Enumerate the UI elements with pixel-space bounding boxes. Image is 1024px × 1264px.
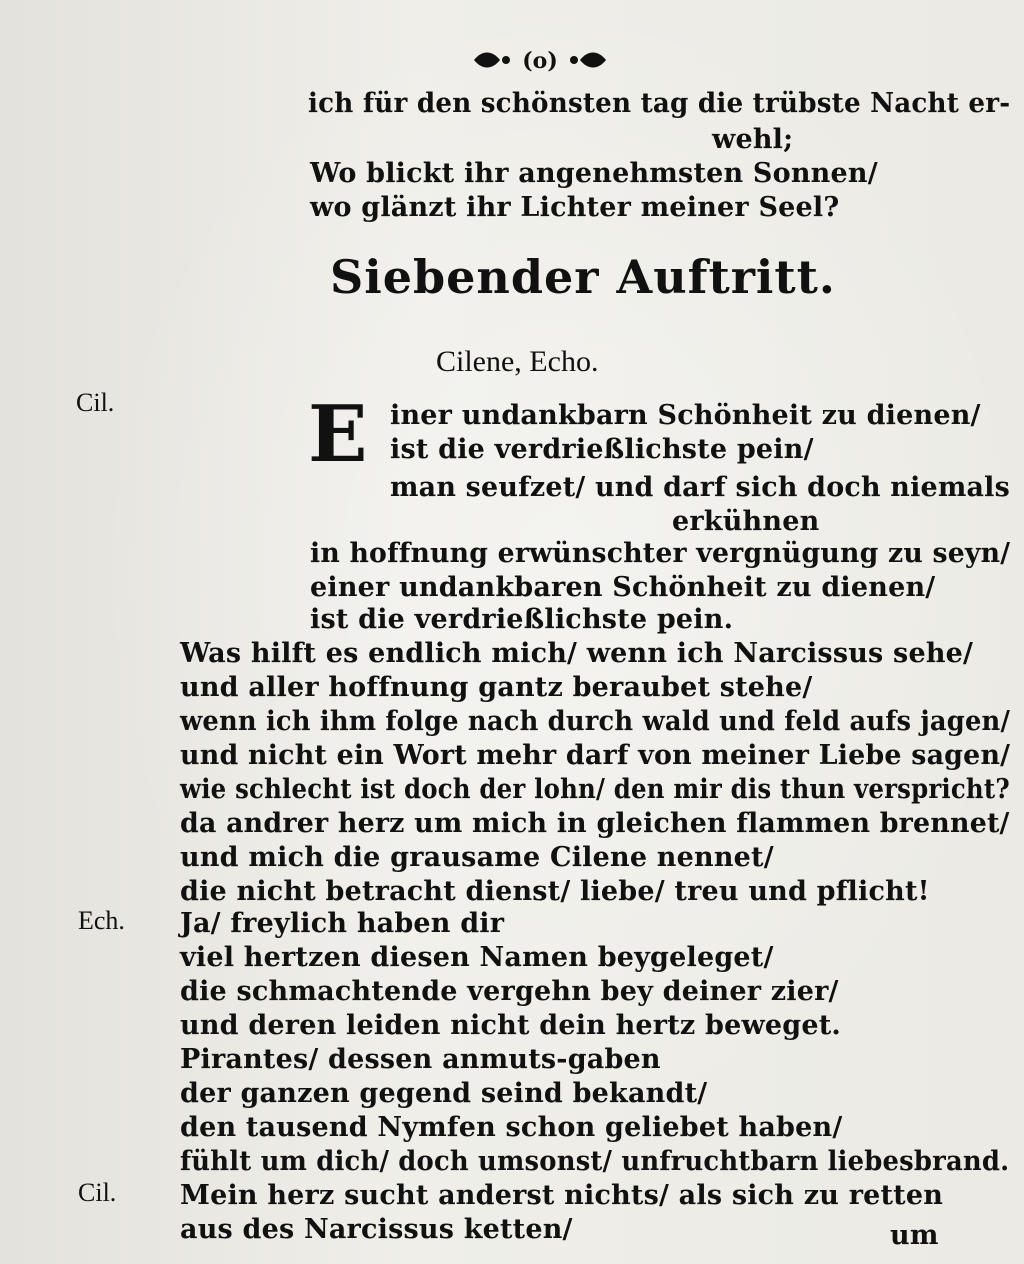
- text-line: die schmachtende vergehn bey deiner zier/: [180, 976, 839, 1007]
- drop-capital: E: [308, 389, 368, 480]
- text-line: und mich die grausame Cilene nennet/: [180, 842, 774, 873]
- page-header-ornament: [470, 42, 610, 78]
- text-line: wo glänzt ihr Lichter meiner Seel?: [310, 192, 840, 223]
- text-line: und aller hoffnung gantz beraubet stehe/: [180, 672, 813, 703]
- catchword: um: [890, 1220, 939, 1251]
- text-line: einer undankbaren Schönheit zu dienen/: [310, 572, 936, 603]
- text-line: in hoffnung erwünschter vergnügung zu seyn/: [310, 538, 1011, 569]
- text-line: viel hertzen diesen Namen beygeleget/: [180, 942, 774, 973]
- text-line: aus des Narcissus ketten/: [180, 1214, 573, 1245]
- speaker-label: Cil.: [78, 1178, 117, 1207]
- text-line: und nicht ein Wort mehr darf von meiner Liebe sagen/: [180, 740, 1011, 771]
- text-line: ist die verdrießlichste pein/: [390, 434, 814, 465]
- text-line: ich für den schönsten tag die trübste Nacht er-: [308, 88, 1011, 119]
- text-line: wie schlecht ist doch der lohn/ den mir dis thun verspricht?: [180, 774, 1010, 805]
- text-line: die nicht betracht dienst/ liebe/ treu und pflicht!: [180, 876, 930, 907]
- speaker-label: Cil.: [76, 388, 115, 417]
- text-line: fühlt um dich/ doch umsonst/ unfruchtbarn liebesbrand.: [180, 1146, 1010, 1177]
- text-line: Wo blickt ihr angenehmsten Sonnen/: [310, 158, 878, 189]
- text-line: wenn ich ihm folge nach durch wald und feld aufs jagen/: [180, 706, 1011, 737]
- speaker-label: Ech.: [78, 906, 125, 935]
- scene-heading: Siebender Auftritt.: [330, 250, 836, 304]
- text-line: Pirantes/ dessen anmuts-gaben: [180, 1044, 661, 1075]
- page-marker: (o): [522, 48, 558, 74]
- text-line: der ganzen gegend seind bekandt/: [180, 1078, 708, 1109]
- scene-characters: Cilene, Echo.: [436, 345, 599, 378]
- text-line: iner undankbarn Schönheit zu dienen/: [390, 400, 981, 431]
- text-line: Mein herz sucht anderst nichts/ als sich zu retten: [180, 1180, 944, 1211]
- text-line: erkühnen: [672, 506, 820, 537]
- text-line: da andrer herz um mich in gleichen flammen brennet/: [180, 808, 1010, 839]
- text-line: man seufzet/ und darf sich doch niemals: [390, 472, 1010, 503]
- text-line: wehl;: [712, 124, 794, 155]
- text-line: Ja/ freylich haben dir: [180, 908, 505, 939]
- text-line: Was hilft es endlich mich/ wenn ich Narcissus sehe/: [180, 638, 974, 669]
- text-line: ist die verdrießlichste pein.: [310, 604, 734, 635]
- text-line: den tausend Nymfen schon geliebet haben/: [180, 1112, 843, 1143]
- text-line: und deren leiden nicht dein hertz beweget.: [180, 1010, 842, 1041]
